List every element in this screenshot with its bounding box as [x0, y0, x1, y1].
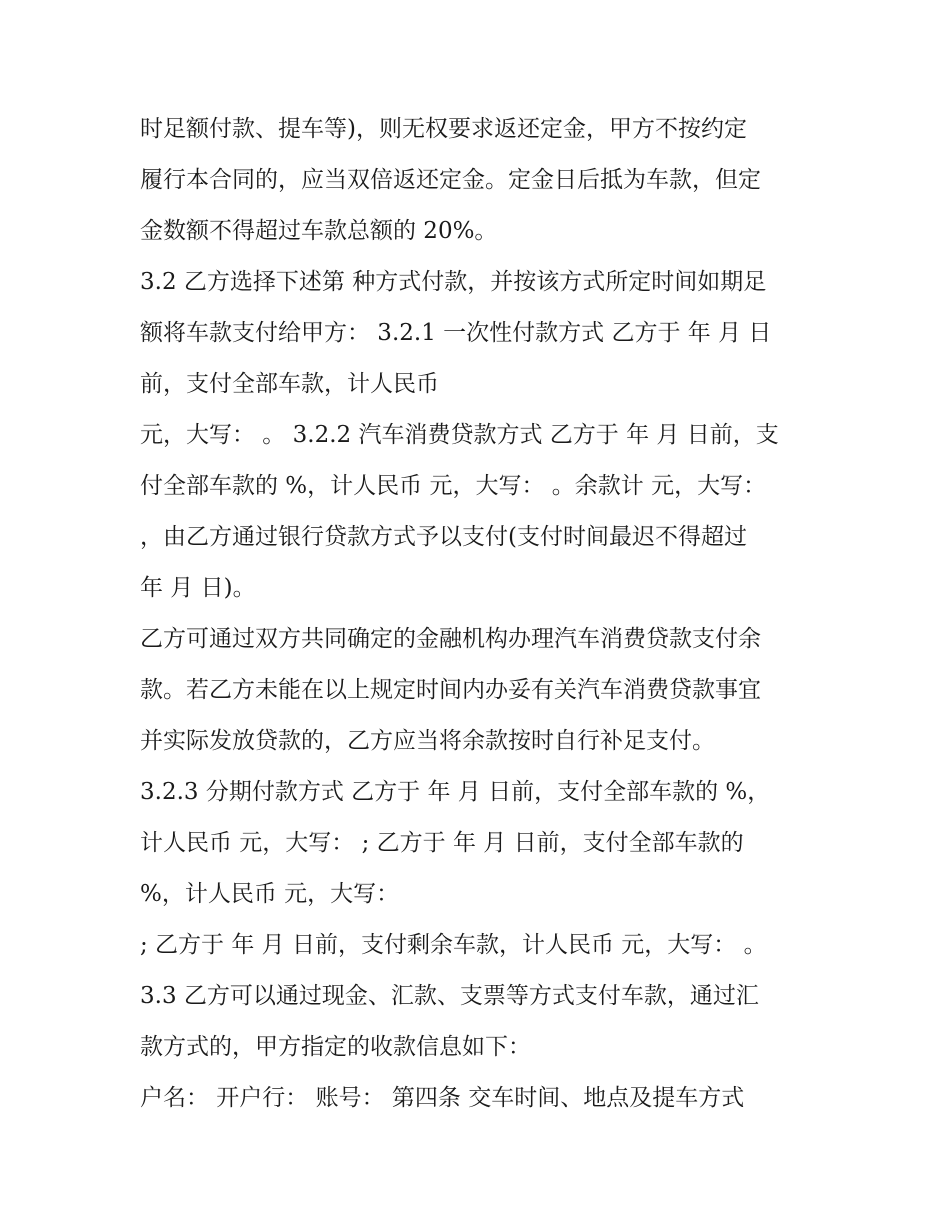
contract-text — [140, 104, 830, 1124]
text-line: 并实际发放贷款的，乙方应当将余款按时自行补足支付。 — [140, 728, 715, 754]
text-line: 户名： 开户行： 账号： 第四条 交车时间、地点及提车方式 — [140, 1085, 745, 1111]
text-line: 额将车款支付给甲方： 3.2.1 一次性付款方式 乙方于 年 月 日 — [140, 320, 772, 346]
text-line: ，由乙方通过银行贷款方式予以支付(支付时间最迟不得超过 — [140, 524, 747, 550]
text-line: ; 乙方于 年 月 日前，支付剩余车款，计人民币 元，大写： 。 — [140, 932, 767, 958]
text-line: 前，支付全部车款，计人民币 — [140, 371, 439, 397]
text-line: 乙方可通过双方共同确定的金融机构办理汽车消费贷款支付余 — [140, 626, 761, 652]
text-line: 款方式的，甲方指定的收款信息如下： — [140, 1034, 531, 1060]
text-line: 款。若乙方未能在以上规定时间内办妥有关汽车消费贷款事宜 — [140, 677, 761, 703]
text-line: 计人民币 元，大写： ; 乙方于 年 月 日前，支付全部车款的 — [140, 830, 744, 856]
text-line: 年 月 日)。 — [140, 575, 256, 601]
text-line: 金数额不得超过车款总额的 20%。 — [140, 218, 498, 244]
text-line: 3.2.3 分期付款方式 乙方于 年 月 日前，支付全部车款的 %， — [140, 779, 771, 805]
text-line: 3.2 乙方选择下述第 种方式付款，并按该方式所定时间如期足 — [140, 269, 767, 295]
text-line: 履行本合同的，应当双倍返还定金。定金日后抵为车款，但定 — [140, 167, 761, 193]
text-line: 时足额付款、提车等)，则无权要求返还定金，甲方不按约定 — [140, 116, 747, 142]
text-line: 元，大写： 。 3.2.2 汽车消费贷款方式 乙方于 年 月 日前，支 — [140, 422, 779, 448]
text-line: 3.3 乙方可以通过现金、汇款、支票等方式支付车款，通过汇 — [140, 983, 759, 1009]
text-line: %，计人民币 元，大写： — [140, 881, 400, 907]
text-line: 付全部车款的 %，计人民币 元，大写： 。余款计 元，大写： — [140, 473, 767, 499]
